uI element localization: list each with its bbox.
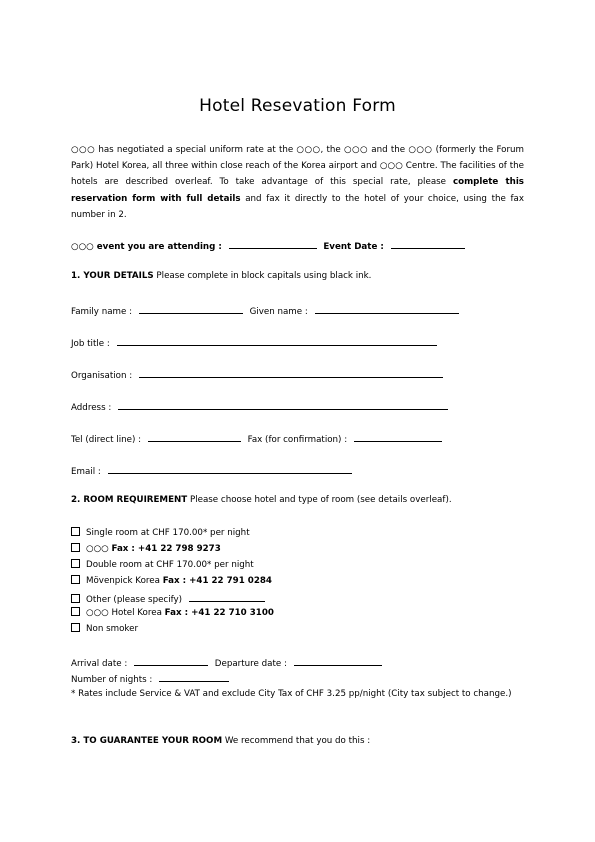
- section1-heading: 1. YOUR DETAILS: [71, 271, 154, 281]
- nights-row: [71, 671, 229, 685]
- other-specify-field[interactable]: [189, 591, 265, 602]
- room-option[interactable]: [71, 543, 221, 554]
- room-option-label: Non smoker: [86, 624, 139, 634]
- organisation-row: [71, 367, 443, 381]
- room-option-fax: Fax : +41 22 791 0284: [162, 576, 272, 586]
- departure-field[interactable]: [294, 655, 382, 666]
- arrival-field[interactable]: [134, 655, 208, 666]
- room-option-label: ○○○: [86, 544, 112, 554]
- intro-paragraph: [71, 142, 524, 223]
- event-label: ○○○ event you are attending :: [71, 242, 222, 252]
- dates-row: [71, 655, 382, 669]
- section2-heading: 2. ROOM REQUIREMENT: [71, 495, 188, 505]
- address-label: Address :: [71, 403, 112, 413]
- room-option[interactable]: [71, 559, 254, 570]
- section2-heading-row: [71, 495, 452, 505]
- section3-heading-row: [71, 736, 370, 746]
- family-name-label: Family name :: [71, 307, 133, 317]
- tel-label: Tel (direct line) :: [71, 435, 142, 445]
- event-field[interactable]: [229, 238, 317, 249]
- email-field[interactable]: [108, 463, 352, 474]
- tel-field[interactable]: [148, 431, 241, 442]
- address-field[interactable]: [118, 399, 448, 410]
- address-row: [71, 399, 448, 413]
- organisation-label: Organisation :: [71, 371, 133, 381]
- section3-text: We recommend that you do this :: [222, 736, 371, 746]
- checkbox[interactable]: [71, 623, 80, 632]
- room-option[interactable]: [71, 623, 138, 634]
- room-option-label: Double room at CHF 170.00* per night: [86, 560, 254, 570]
- checkbox[interactable]: [71, 543, 80, 552]
- organisation-field[interactable]: [139, 367, 443, 378]
- checkbox[interactable]: [71, 559, 80, 568]
- section3-heading: 3. TO GUARANTEE YOUR ROOM: [71, 736, 223, 746]
- job-title-field[interactable]: [117, 335, 437, 346]
- job-title-label: Job title :: [71, 339, 110, 349]
- room-option[interactable]: [71, 607, 274, 618]
- section1-text: Please complete in block capitals using black ink.: [153, 271, 372, 281]
- section1-heading-row: [71, 271, 371, 281]
- event-row: [71, 238, 465, 252]
- fax-field[interactable]: [354, 431, 442, 442]
- room-option-label: Other (please specify): [86, 595, 183, 605]
- event-date-label: Event Date :: [323, 242, 384, 252]
- email-label: Email :: [71, 467, 101, 477]
- room-option-fax: Fax : +41 22 710 3100: [164, 608, 274, 618]
- room-option[interactable]: [71, 575, 272, 586]
- checkbox[interactable]: [71, 607, 80, 616]
- fax-label: Fax (for confirmation) :: [247, 435, 348, 445]
- section2-text: Please choose hotel and type of room (see details overleaf).: [187, 495, 452, 505]
- room-option[interactable]: [71, 591, 265, 605]
- nights-label: Number of nights :: [71, 675, 153, 685]
- email-row: [71, 463, 352, 477]
- arrival-label: Arrival date :: [71, 659, 128, 669]
- room-option-label: ○○○ Hotel Korea: [86, 608, 165, 618]
- checkbox[interactable]: [71, 527, 80, 536]
- tel-fax-row: [71, 431, 442, 445]
- given-name-field[interactable]: [315, 303, 459, 314]
- checkbox[interactable]: [71, 575, 80, 584]
- room-option-fax: Fax : +41 22 798 9273: [111, 544, 221, 554]
- family-name-field[interactable]: [139, 303, 243, 314]
- nights-field[interactable]: [159, 671, 229, 682]
- departure-label: Departure date :: [214, 659, 287, 669]
- rates-note: * Rates include Service & VAT and exclude City Tax of CHF 3.25 pp/night (City tax subject to change.): [71, 689, 512, 699]
- checkbox[interactable]: [71, 594, 80, 603]
- room-option-label: Mövenpick Korea: [86, 576, 163, 586]
- intro-text-1: ○○○ has negotiated a special uniform rate at the ○○○, the ○○○ and the ○○○ (formerly the Forum Park) Hotel Korea, all three within close reach of the Korea airport and ○○○ Centre. The facilities of the hotels are described overleaf. To take advantage of this special rate, please: [71, 145, 524, 188]
- given-name-label: Given name :: [249, 307, 308, 317]
- room-option[interactable]: [71, 527, 250, 538]
- intro-text-2: and fax it directly to the hotel of your choice, using the fax number in 2.: [71, 193, 525, 220]
- name-row: [71, 303, 459, 317]
- form-title: Hotel Resevation Form: [199, 96, 396, 116]
- event-date-field[interactable]: [391, 238, 465, 249]
- room-option-label: Single room at CHF 170.00* per night: [86, 528, 250, 538]
- job-title-row: [71, 335, 437, 349]
- intro-bold: complete this reservation form with full details: [71, 177, 524, 204]
